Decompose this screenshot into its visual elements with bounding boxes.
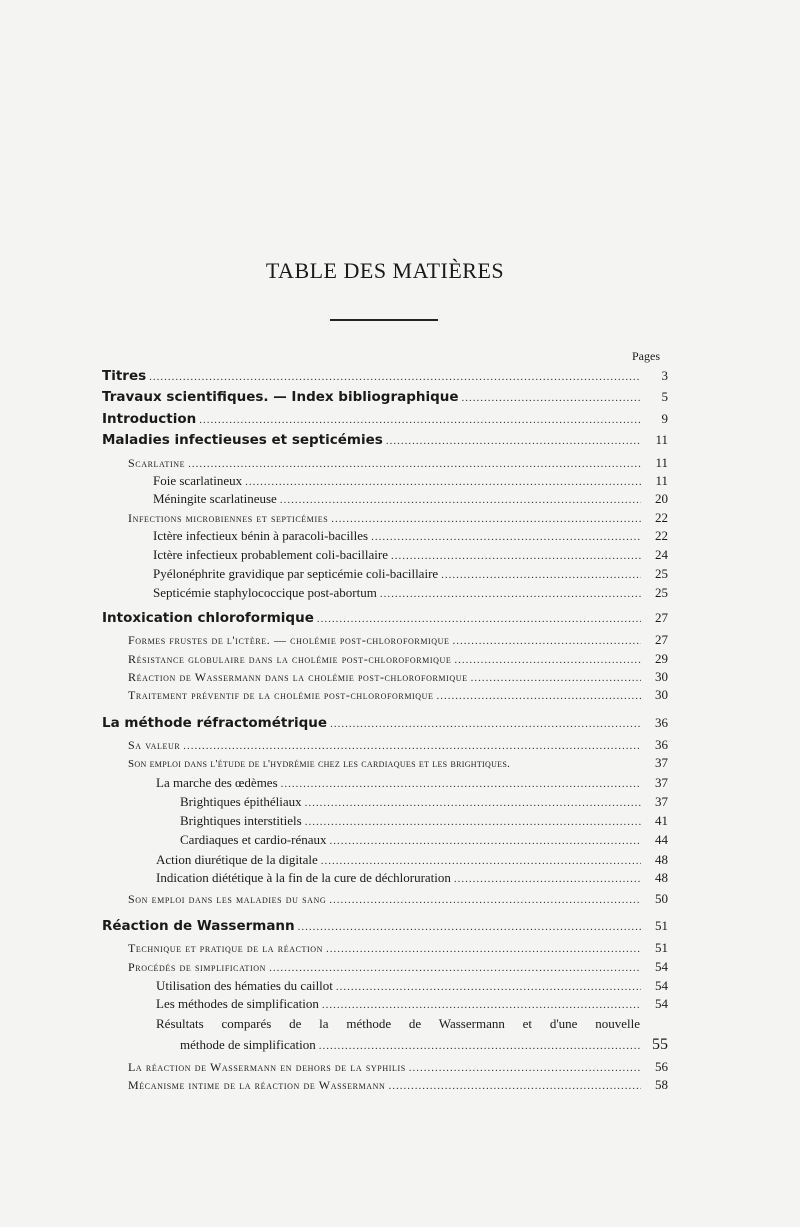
- toc-entry: [156, 978, 668, 994]
- toc-entry-page: 22: [655, 528, 668, 543]
- toc-entry: [153, 566, 668, 582]
- dot-leader: [183, 740, 641, 752]
- toc-entry: [128, 940, 668, 956]
- toc-entry-page: 25: [655, 585, 668, 600]
- dot-leader: [326, 943, 641, 955]
- dot-leader: [281, 778, 641, 790]
- dot-leader: [380, 588, 641, 600]
- toc-entry-title: Procédés de simplification: [128, 960, 267, 974]
- toc-entry: [102, 715, 668, 731]
- toc-entry: [128, 632, 668, 648]
- dot-leader: [317, 613, 641, 625]
- toc-entry-page: 36: [655, 737, 668, 752]
- dot-leader: [391, 550, 641, 562]
- dot-leader: [199, 414, 641, 426]
- dot-leader: [280, 494, 641, 506]
- toc-entry-title: Son emploi dans les maladies du sang: [128, 892, 327, 906]
- toc-entry: [180, 794, 668, 810]
- toc-entry: [153, 491, 668, 507]
- toc-entry-page: 3: [661, 368, 668, 383]
- toc-entry: [156, 852, 668, 868]
- toc-entry-title: Scarlatine: [128, 456, 186, 470]
- toc-entry: [153, 528, 668, 544]
- toc-entry-page: 11: [655, 473, 668, 488]
- toc-entry-title: Introduction: [102, 411, 197, 427]
- toc-entry-title: Travaux scientifiques. — Index bibliographique: [102, 389, 459, 405]
- toc-entry-title: Titres: [102, 368, 147, 384]
- dot-leader: [245, 476, 641, 488]
- toc-entry-page: 54: [655, 996, 668, 1011]
- toc-entry-page: 48: [655, 870, 668, 885]
- toc-entry-title: Méningite scarlatineuse: [153, 491, 277, 506]
- toc-entry-page: 25: [655, 566, 668, 581]
- dot-leader: [305, 797, 641, 809]
- toc-entry-page: 27: [655, 610, 668, 625]
- toc-entry: [128, 455, 668, 471]
- toc-entry: [102, 610, 668, 626]
- toc-entry-title: Ictère infectieux probablement coli-bacillaire: [153, 547, 388, 562]
- toc-entry-title-line1: Résultats comparés de la méthode de Wassermann et d'une nouvelle: [156, 1016, 640, 1031]
- toc-entry: [153, 473, 668, 489]
- toc-entry-title: Ictère infectieux bénin à paracoli-bacilles: [153, 528, 369, 543]
- toc-entry: [156, 775, 668, 791]
- toc-entry-title: Septicémie staphylococcique post-abortum: [153, 585, 377, 600]
- dot-leader: [453, 635, 641, 647]
- dot-leader: [330, 718, 641, 730]
- toc-entry-page: 48: [655, 852, 668, 867]
- toc-entry-title: Infections microbiennes et septicémies: [128, 511, 329, 525]
- toc-entry-title: méthode de simplification: [180, 1037, 316, 1052]
- toc-entry-page: 5: [661, 389, 668, 404]
- toc-entry-title: Action diurétique de la digitale: [156, 852, 318, 867]
- toc-entry-title: Sa valeur: [128, 738, 181, 752]
- dot-leader: [188, 458, 641, 470]
- toc-entry: [128, 755, 668, 771]
- toc-entry-title: Intoxication chloroformique: [102, 610, 314, 626]
- toc-entry: [128, 1059, 668, 1075]
- toc-entry-title: Formes frustes de l'ictère. — cholémie post-chloroformique: [128, 633, 450, 647]
- toc-entry-title: Réaction de Wassermann dans la cholémie post-chloroformique: [128, 670, 468, 684]
- dot-leader: [441, 569, 641, 581]
- toc-entry-page: 9: [661, 411, 668, 426]
- dot-leader: [409, 1062, 641, 1074]
- toc-entry-title: Mécanisme intime de la réaction de Wassermann: [128, 1078, 386, 1092]
- dot-leader: [388, 1080, 641, 1092]
- toc-entry: [128, 959, 668, 975]
- toc-entry-page: 11: [655, 455, 668, 470]
- dot-leader: [298, 921, 641, 933]
- toc-entry-page: 54: [655, 959, 668, 974]
- toc-entry-title: Réaction de Wassermann: [102, 918, 295, 934]
- dot-leader: [330, 835, 641, 847]
- toc-entry-title: Résistance globulaire dans la cholémie post-chloroformique: [128, 652, 452, 666]
- dot-leader: [269, 962, 641, 974]
- dot-leader: [149, 371, 641, 383]
- dot-leader: [305, 816, 641, 828]
- toc-entry-page: 30: [655, 669, 668, 684]
- toc-entry: [153, 585, 668, 601]
- dot-leader: [462, 392, 641, 404]
- toc-entry: [128, 737, 668, 753]
- page-title: TABLE DES MATIÈRES: [265, 258, 505, 283]
- toc-entry-title: Cardiaques et cardio-rénaux: [180, 832, 327, 847]
- toc-entry-title: Maladies infectieuses et septicémies: [102, 432, 383, 448]
- toc-entry-title: La marche des œdèmes: [156, 775, 278, 790]
- toc-entry: [128, 669, 668, 685]
- toc-entry: [102, 368, 668, 384]
- toc-entry: [102, 411, 668, 427]
- dot-leader: [437, 690, 641, 702]
- toc-entry-page: 54: [655, 978, 668, 993]
- toc-entry-title: Brightiques interstitiels: [180, 813, 302, 828]
- toc-entry-title: Technique et pratique de la réaction: [128, 941, 324, 955]
- toc-entry: [128, 510, 668, 526]
- toc-entry-page: 20: [655, 491, 668, 506]
- toc-entry-page: 37: [655, 755, 668, 770]
- toc-entry-page: 30: [655, 687, 668, 702]
- toc-entry: [128, 651, 668, 667]
- dot-leader: [454, 873, 641, 885]
- toc-entry: [180, 813, 668, 829]
- dot-leader: [471, 672, 641, 684]
- dot-leader: [371, 531, 641, 543]
- toc-entry-title: Les méthodes de simplification: [156, 996, 319, 1011]
- toc-entry: [153, 547, 668, 563]
- toc-entry-page: 36: [655, 715, 668, 730]
- toc-entry-title: Son emploi dans l'étude de l'hydrémie chez les cardiaques et les brightiques.: [128, 758, 511, 770]
- toc-entry-title: Brightiques épithéliaux: [180, 794, 302, 809]
- dot-leader: [321, 855, 641, 867]
- toc-entry-page: 22: [655, 510, 668, 525]
- toc-entry-title: Utilisation des hématies du caillot: [156, 978, 333, 993]
- dot-leader: [386, 435, 641, 447]
- toc-entry: [180, 1036, 668, 1054]
- toc-entry-title: Foie scarlatineux: [153, 473, 243, 488]
- dot-leader: [336, 981, 641, 993]
- toc-entry-page: 50: [655, 891, 668, 906]
- toc-entry: [128, 1077, 668, 1093]
- toc-entry-page: 56: [655, 1059, 668, 1074]
- pages-column-label: Pages: [632, 349, 660, 363]
- dot-leader: [329, 894, 641, 906]
- toc-entry-page: 37: [655, 775, 668, 790]
- toc-entry: [156, 870, 668, 886]
- toc-entry: [128, 687, 668, 703]
- dot-leader: [322, 999, 641, 1011]
- toc-entry-page: 51: [655, 918, 668, 933]
- toc-entry-page: 29: [655, 651, 668, 666]
- toc-entry-page: 24: [655, 547, 668, 562]
- toc-entry: [156, 996, 668, 1012]
- toc-entry: [180, 832, 668, 848]
- toc-entry-page: 55: [652, 1036, 668, 1053]
- toc-entry-title: La méthode réfractométrique: [102, 715, 328, 731]
- dot-leader: [454, 654, 641, 666]
- dot-leader: [319, 1040, 641, 1052]
- toc-entry-title: Pyélonéphrite gravidique par septicémie coli-bacillaire: [153, 566, 439, 581]
- toc-entry-page: 58: [655, 1077, 668, 1092]
- toc-entry-title: La réaction de Wassermann en dehors de la syphilis: [128, 1060, 406, 1074]
- toc-entry-title: Indication diététique à la fin de la cure de déchloruration: [156, 870, 451, 885]
- toc-entry-page: 11: [655, 432, 668, 447]
- toc-entry: [128, 891, 668, 907]
- toc-entry-page: 41: [655, 813, 668, 828]
- toc-entry: [102, 918, 668, 934]
- toc-entry-page: 51: [655, 940, 668, 955]
- toc-entry: [102, 432, 668, 448]
- toc-entry-page: 27: [655, 632, 668, 647]
- toc-entry-page: 37: [655, 794, 668, 809]
- toc-entry: [102, 389, 668, 405]
- toc-entry-page: 44: [655, 832, 668, 847]
- toc-entry-title: Traitement préventif de la cholémie post-chloroformique: [128, 688, 434, 702]
- dot-leader: [331, 513, 641, 525]
